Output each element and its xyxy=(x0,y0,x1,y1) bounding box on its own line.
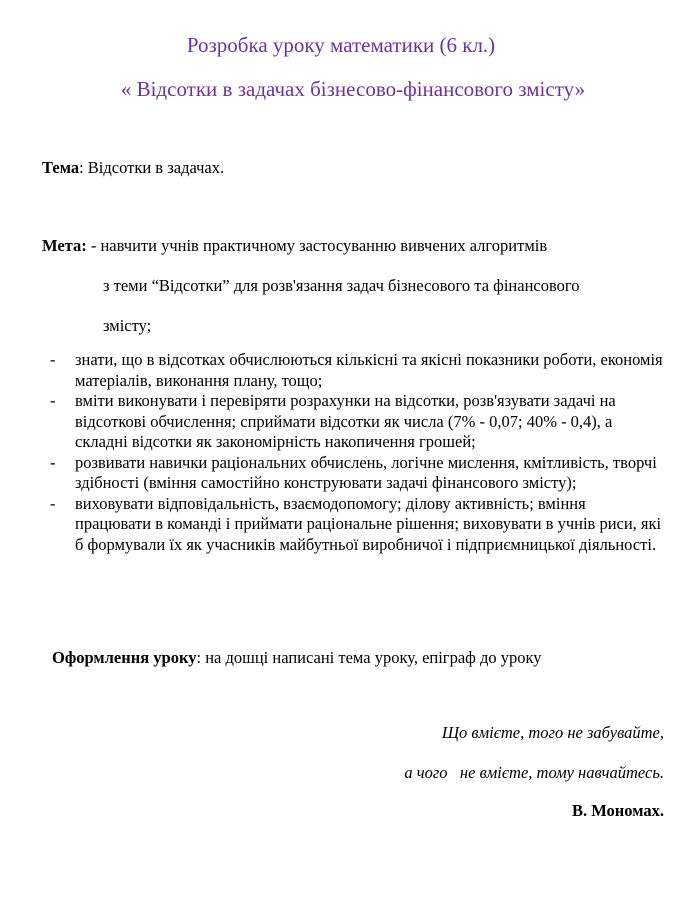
goal-line-3: змісту; xyxy=(103,316,152,335)
epigraph-line-1: Що вмієте, того не забувайте, xyxy=(441,723,664,742)
lesson-title: Розробка уроку математики (6 кл.) xyxy=(186,33,496,57)
goal-bullet-item xyxy=(50,453,665,494)
topic-text: : Відсотки в задачах. xyxy=(79,158,225,177)
bullet-text: вміти виконувати і перевіряти розрахунки на відсотки, розв'язувати задачі на відсоткові обчислення; сприймати відсотки як числа (7% - 0,07; 40% - 0,4), а складні відсотки як закономірність накопичення грошей; xyxy=(75,391,616,451)
bullet-text: розвивати навички раціональних обчислень, логічне мислення, кмітливість, творчі здібності (вміння самостійно конструювати задачі фінансового змісту); xyxy=(75,452,657,492)
lesson-subtitle: « Відсотки в задачах бізнесово-фінансового змісту» xyxy=(120,77,586,101)
bullet-dash: - xyxy=(50,493,56,513)
goal-label: Мета: xyxy=(42,236,87,255)
goal-bullet-item xyxy=(50,350,665,391)
epigraph-line-2: а чого не вмієте, тому навчайтесь. xyxy=(404,763,664,782)
design-line xyxy=(52,648,542,668)
topic-label: Тема xyxy=(42,158,80,177)
bullet-dash: - xyxy=(50,391,56,410)
goal-text-1: - навчити учнів практичному застосуванню вивчених алгоритмів xyxy=(86,236,548,255)
design-label: Оформлення уроку xyxy=(52,648,197,667)
bullet-text: знати, що в відсотках обчислюються кількісні та якісні показники роботи, економія матеріалів, виконання плану, тощо; xyxy=(75,350,663,390)
epigraph-author: В. Мономах. xyxy=(571,801,664,820)
goal-line-2: з теми “Відсотки” для розв'язання задач бізнесового та фінансового xyxy=(103,276,580,295)
topic-line xyxy=(42,158,224,178)
goal-bullet-item xyxy=(50,494,665,556)
bullet-text: виховувати відповідальність, взаємодопомогу; ділову активність; вміння працювати в команді і приймати раціональне рішення; виховувати в учнів риси, які б формували їх як учасників майбутньої виробничої і підприємницької діяльності. xyxy=(75,493,662,554)
bullet-dash: - xyxy=(50,350,56,369)
bullet-dash: - xyxy=(50,452,56,472)
goal-line-1 xyxy=(42,236,547,256)
goal-bullet-list xyxy=(50,350,665,555)
goal-bullet-item xyxy=(50,391,665,453)
design-text: : на дошці написані тема уроку, епіграф до уроку xyxy=(196,648,542,667)
